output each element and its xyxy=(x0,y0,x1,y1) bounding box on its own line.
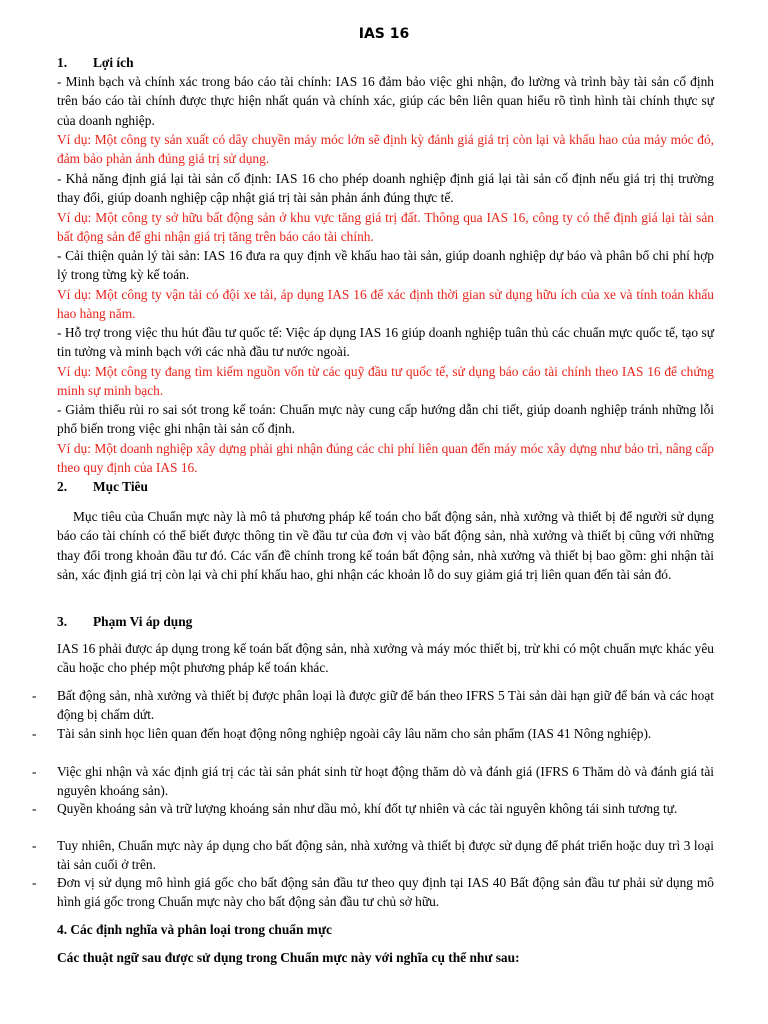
section-1-heading xyxy=(57,53,134,72)
benefit-revaluation: - Khả năng định giá lại tài sản cố định: IAS 16 cho phép doanh nghiệp định giá lại tài sản cố định nếu giá trị thị trường thay đổi, giúp doanh nghiệp cập nhật giá trị tài sản phản ánh đúng thực tế. xyxy=(57,171,714,206)
benefit-transparency: - Minh bạch và chính xác trong báo cáo tài chính: IAS 16 đảm bảo việc ghi nhận, đo lường và trình bày tài sản cố định trên báo cáo tài chính được thực hiện nhất quán và chính xác, giúp các bên liên quan hiểu rõ tình hình tài chính thực sự của doanh nghiệp. xyxy=(57,74,714,128)
scope-bullet-biological: Tài sản sinh học liên quan đến hoạt động nông nghiệp ngoài cây lâu năm cho sản phẩm (IAS 41 Nông nghiệp). xyxy=(57,726,652,741)
section-3-number: 3. xyxy=(57,614,68,629)
example-revaluation: Ví dụ: Một công ty sở hữu bất động sản ở khu vực tăng giá trị đất. Thông qua IAS 16, công ty có thể định giá lại tài sản bất động sản để ghi nhận giá trị tăng trên báo cáo tài chính. xyxy=(57,210,714,245)
scope-bullet-ias40: Đơn vị sử dụng mô hình giá gốc cho bất động sản đầu tư theo quy định tại IAS 40 Bất động sản đầu tư phải sử dụng mô hình giá gốc trong Chuẩn mực này cho bất động sản đầu tư chủ sở hữu. xyxy=(57,875,714,910)
scope-bullet-development: Tuy nhiên, Chuẩn mực này áp dụng cho bất động sản, nhà xưởng và thiết bị được sử dụng để phát triển hoặc duy trì 3 loại tài sản cuối ở trên. xyxy=(57,838,714,873)
bullet-dash: - xyxy=(32,688,37,703)
bullet-dash: - xyxy=(32,801,37,816)
section-3-heading xyxy=(57,612,192,631)
section-1-title: Lợi ích xyxy=(93,55,134,70)
benefit-asset-management: - Cải thiện quản lý tài sản: IAS 16 đưa ra quy định về khấu hao tài sản, giúp doanh nghiệp dự báo và phân bổ chi phí hợp lý trong từng kỳ kế toán. xyxy=(57,248,714,283)
example-asset-management: Ví dụ: Một công ty vận tải có đội xe tải, áp dụng IAS 16 để xác định thời gian sử dụng hữu ích của xe và tính toán khấu hao hàng năm. xyxy=(57,287,714,322)
example-transparency: Ví dụ: Một công ty sản xuất có dây chuyền máy móc lớn sẽ định kỳ đánh giá giá trị còn lại và khấu hao của máy móc đó, đảm bảo phản ánh đúng giá trị sử dụng. xyxy=(57,132,714,167)
benefit-foreign-investment: - Hỗ trợ trong việc thu hút đầu tư quốc tế: Việc áp dụng IAS 16 giúp doanh nghiệp tuân thủ các chuẩn mực quốc tế, tạo sự tin tưởng và minh bạch với các nhà đầu tư nước ngoài. xyxy=(57,325,714,360)
objective-paragraph: Mục tiêu của Chuẩn mực này là mô tả phương pháp kế toán cho bất động sản, nhà xưởng và thiết bị để người sử dụng báo cáo tài chính có thể biết được thông tin về đầu tư của đơn vị vào bất động sản, nhà xưởng và thiết bị cũng với những thay đổi trong khoản đầu tư đó. Các vấn đề chính trong kế toán bất động sản, nhà xưởng và thiết bị bao gồm: ghi nhận tài sản, xác định giá trị còn lại và chi phí khấu hao, ghi nhận các khoản lỗ do suy giảm giá trị liên quan đến tài sản đó. xyxy=(57,509,714,582)
scope-bullet-ifrs6: Việc ghi nhận và xác định giá trị các tài sản phát sinh từ hoạt động thăm dò và đánh giá (IFRS 6 Thăm dò và đánh giá tài nguyên khoáng sản). xyxy=(57,764,714,799)
document-title: IAS 16 xyxy=(358,26,410,42)
section-1-number: 1. xyxy=(57,55,68,70)
section-3-title: Phạm Vi áp dụng xyxy=(93,614,193,629)
section-2-heading xyxy=(57,477,148,496)
section-2-number: 2. xyxy=(57,479,68,494)
example-foreign-investment: Ví dụ: Một công ty đang tìm kiếm nguồn vốn từ các quỹ đầu tư quốc tế, sử dụng báo cáo tài chính theo IAS 16 để chứng minh sự minh bạch. xyxy=(57,364,714,399)
scope-bullet-mineral-rights: Quyền khoáng sản và trữ lượng khoáng sản như dầu mỏ, khí đốt tự nhiên và các tài nguyên không tái sinh tương tự. xyxy=(57,801,678,816)
definitions-intro: Các thuật ngữ sau được sử dụng trong Chuẩn mực này với nghĩa cụ thể như sau: xyxy=(57,950,520,965)
bullet-dash: - xyxy=(32,875,37,890)
section-2-title: Mục Tiêu xyxy=(93,479,148,494)
scope-paragraph: IAS 16 phải được áp dụng trong kế toán bất động sản, nhà xưởng và máy móc thiết bị, trừ khi có một chuẩn mực khác yêu cầu hoặc cho phép một phương pháp kế toán khác. xyxy=(57,641,714,676)
scope-bullet-ifrs5: Bất động sản, nhà xưởng và thiết bị được phân loại là được giữ để bán theo IFRS 5 Tài sản dài hạn giữ để bán và các hoạt động bị chấm dứt. xyxy=(57,688,714,723)
bullet-dash: - xyxy=(32,726,37,741)
bullet-dash: - xyxy=(32,838,37,853)
section-4-heading: 4. Các định nghĩa và phân loại trong chuẩn mực xyxy=(57,922,332,937)
benefit-error-reduction: - Giảm thiểu rủi ro sai sót trong kế toán: Chuẩn mực này cung cấp hướng dẫn chi tiết, giúp doanh nghiệp tránh những lỗi phổ biến trong việc ghi nhận tài sản cố định. xyxy=(57,402,714,437)
bullet-dash: - xyxy=(32,764,37,779)
example-error-reduction: Ví dụ: Một doanh nghiệp xây dựng phải ghi nhận đúng các chi phí liên quan đến máy móc xây dựng như bảo trì, nâng cấp theo quy định của IAS 16. xyxy=(57,441,714,476)
